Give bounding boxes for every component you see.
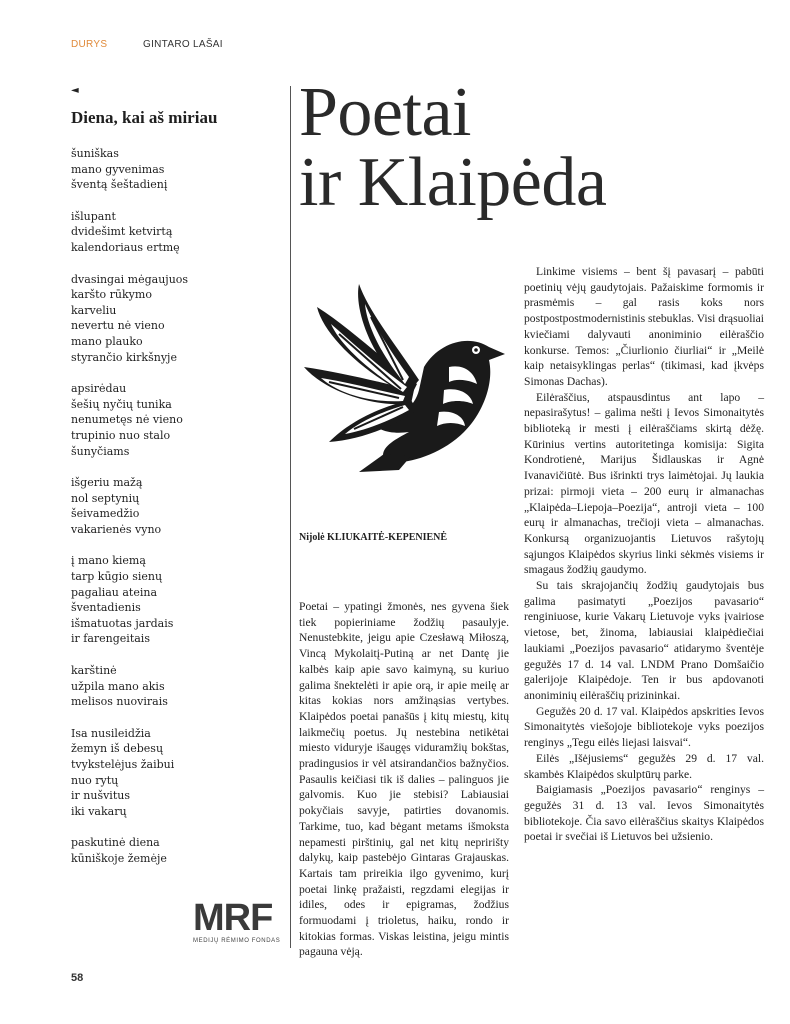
mrf-logo (193, 897, 281, 944)
poem-line: karšto rūkymo (71, 288, 152, 302)
poem-line: nevertu nė vieno (71, 319, 165, 333)
poem-stanza (71, 209, 271, 256)
poem-line: mano gyvenimas (71, 162, 165, 176)
poem-line: išmatuotas jardais (71, 616, 174, 630)
poem-line: ir nušvitus (71, 789, 130, 803)
article-paragraph: Eilės „Išėjusiems“ gegužės 29 d. 17 val. skambės Klaipėdos skulptūrų parke. (524, 751, 764, 781)
article-paragraph: Linkime visiems – bent šį pavasarį – pabūti poetinių vėjų gaudytojais. Pažaiskime formomis ir prasmėmis – gal rasis koks nors postpostpostmodernistinis stebuklas. Visi drąsuoliai kviečiami dalyvauti anoniminio eilėraščio konkurse. Temos: „Čiurlionio čiurliai“ ir „Meilė kaip netaisyklingas perlas“ (tikimasi, kad įkvėps Simonas Dachas). (524, 265, 764, 388)
poem-column (71, 86, 271, 883)
article-paragraph: Eilėraščius, atspausdintus ant lapo – nepasirašytus! – galima nešti į Ievos Simonaitytės biblioteką ir mesti į eilėraščiams skirtą dėžę. Kūrinius vertins autoritetinga komisija: Sigita Kondrotienė, Marijus Šidlauskas ir Agnė Ivanavičiūtė. Bus išrinkti trys laimėtojai. Jų laukia prizai: pirmoji vieta – 200 eurų ir almanachas „Klaipėda–Liepoja–Poezija“, antroji vieta – 100 eurų ir almanachas, trečioji vieta – almanachas. Konkursą organizuojantis Lietuvos rašytojų sąjungos Klaipėdos skyrius linki sėkmės visiems ir smagaus žodžių gaudymo. (524, 390, 764, 577)
poem-line: iki vakarų (71, 804, 127, 818)
poem-line: vakarienės vyno (71, 522, 162, 536)
poem-line: karveliu (71, 303, 117, 317)
poem-line: ir farengeitais (71, 632, 150, 646)
poem-stanza (71, 835, 271, 866)
left-arrow-icon: ◄ (71, 85, 79, 96)
poem-line: pagaliau ateina (71, 585, 158, 599)
logo-mark: MRF (193, 897, 273, 939)
article-column-2 (524, 264, 764, 845)
poem-line: šventadienis (71, 601, 141, 615)
logo-caption: MEDIJŲ RĖMIMO FONDAS (193, 938, 281, 944)
poem-line: išlupant (71, 209, 116, 223)
title-line-2: ir Klaipėda (299, 144, 607, 221)
column-divider (290, 86, 291, 948)
article-paragraph: Baigiamasis „Poezijos pavasario“ renginys – gegužės 31 d. 13 val. Ievos Simonaitytės bibliotekoje. Čia savo eilėraščius skaitys Klaipėdos poetai ir svečiai iš Lietuvos bei užsienio. (524, 783, 764, 844)
poem-line: šventą šeštadienį (71, 178, 168, 192)
poem-line: dvidešimt ketvirtą (71, 225, 173, 239)
poem-stanza (71, 475, 271, 537)
poem-stanza (71, 553, 271, 647)
poem-line: Isa nusileidžia (71, 726, 151, 740)
poem-stanza (71, 726, 271, 820)
poem-line: tvykstelėjus žaibui (71, 758, 175, 771)
poem-line: nol septynių (71, 491, 140, 505)
poem-line: apsirėdau (71, 382, 127, 396)
bird-illustration (299, 272, 509, 472)
poem-stanza (71, 272, 271, 366)
poem-line: trupinio nuo stalo (71, 428, 171, 442)
poem-line: mano plauko (71, 334, 143, 348)
poem-line: kūniškoje žemėje (71, 851, 167, 865)
illustration-credit: Nijolė KLIUKAITĖ-KEPENIENĖ (299, 532, 448, 543)
poem-line: į mano kiemą (71, 554, 146, 568)
poem-line: žemyn iš debesų (71, 742, 164, 756)
poem-line: paskutinė diena (71, 836, 160, 850)
article-paragraph: Gegužės 20 d. 17 val. Klaipėdos apskrities Ievos Simonaitytės viešojoje bibliotekoje vyks poezijos renginys „Tegu eilės liejasi laisvai“. (524, 704, 764, 750)
section-label: DURYS (71, 39, 108, 50)
poem-line: styrančio kirkšnyje (71, 350, 177, 364)
running-header (71, 39, 223, 50)
poem-line: šešių nyčių tunika (71, 397, 172, 411)
poem-line: išgeriu mažą (71, 476, 143, 490)
header-author: GINTARO LAŠAI (143, 39, 223, 50)
poem-line: šeivamedžio (71, 507, 140, 521)
poem-line: užpila mano akis (71, 679, 165, 693)
poem-stanzas (71, 146, 271, 867)
poem-line: nuo rytų (71, 773, 119, 787)
poem-line: kalendoriaus ertmę (71, 240, 180, 254)
article-column-1 (299, 599, 509, 960)
poem-stanza (71, 146, 271, 193)
poem-line: melisos nuovirais (71, 695, 168, 709)
article-paragraph: Su tais skrajojančių žodžių gaudytojais bus galima pasimatyti „Poezijos pavasario“ renginiuose, kurie Vakarų Lietuvoje vyks įvairiose vietose, bet, žinoma, labiausiai klaipėdiečiai laukiami „Poezijos pavasario“ atidarymo šventėje gegužės 17 d. 14 val. LNDM Prano Domšaičio galerijoje Klaipėdoje. Ten ir bus apdovanoti anoniminių eilėraščių prizininkai. (524, 579, 764, 702)
poem-line: nenumetęs nė vieno (71, 413, 183, 427)
poem-line: šunyčiams (71, 444, 130, 458)
poem-line: tarp kūgio sienų (71, 570, 163, 584)
article-title (299, 74, 607, 221)
poem-title: Diena, kai aš miriau (71, 108, 218, 127)
poem-stanza (71, 381, 271, 459)
poem-line: šuniškas (71, 147, 119, 160)
poem-line: dvasingai mėgaujuos (71, 272, 189, 286)
article-paragraph: Poetai – ypatingi žmonės, nes gyvena šiek tiek popieriniame žodžių pasaulyje. Nenustebkite, jeigu apie Czesławą Miłoszą, Vincą Mykolaitį-Putiną ar net Dantę jie kalbės kaip apie savo kaimyną, su kuriuo galima šnektelėti ir apie orą, ir apie meilę ar kitas kokias nors amžinąsias vertybes. Klaipėdos poetai panašūs į kitų miestų, kitų laikmečių poetus. Jų nestebina netikėtai miesto viduryje išaugęs viduramžių bokštas, pradingusios ir vėl atsirandančios bažnyčios. Pasaulis keičiasi tik iš dalies – palinguos jie galvomis. Kuo jie stebisi? Labiausiai pokyčiais savyje, patirties dovanomis. Tarkime, tuo, kad bėgant metams išmoksta nepamesti pirštinių, gal net kitų nepririšty dalykų, kaip pastebėjo Gintaras Grajauskas. Kartais tam prireikia ilgo gyvenimo, kurį poetai linkę pražaisti, regzdami elegijas ir idiles, odes ir epigramas, žodžius formuodami į trioletus, haiku, rondo ir kitokias formas. Viskas leistina, jeigu mintis pagauna vėją. (299, 600, 509, 959)
poem-line: karštinė (71, 664, 117, 678)
title-line-1: Poetai (299, 74, 471, 151)
page-number: 58 (71, 972, 84, 984)
poem-stanza (71, 663, 271, 710)
